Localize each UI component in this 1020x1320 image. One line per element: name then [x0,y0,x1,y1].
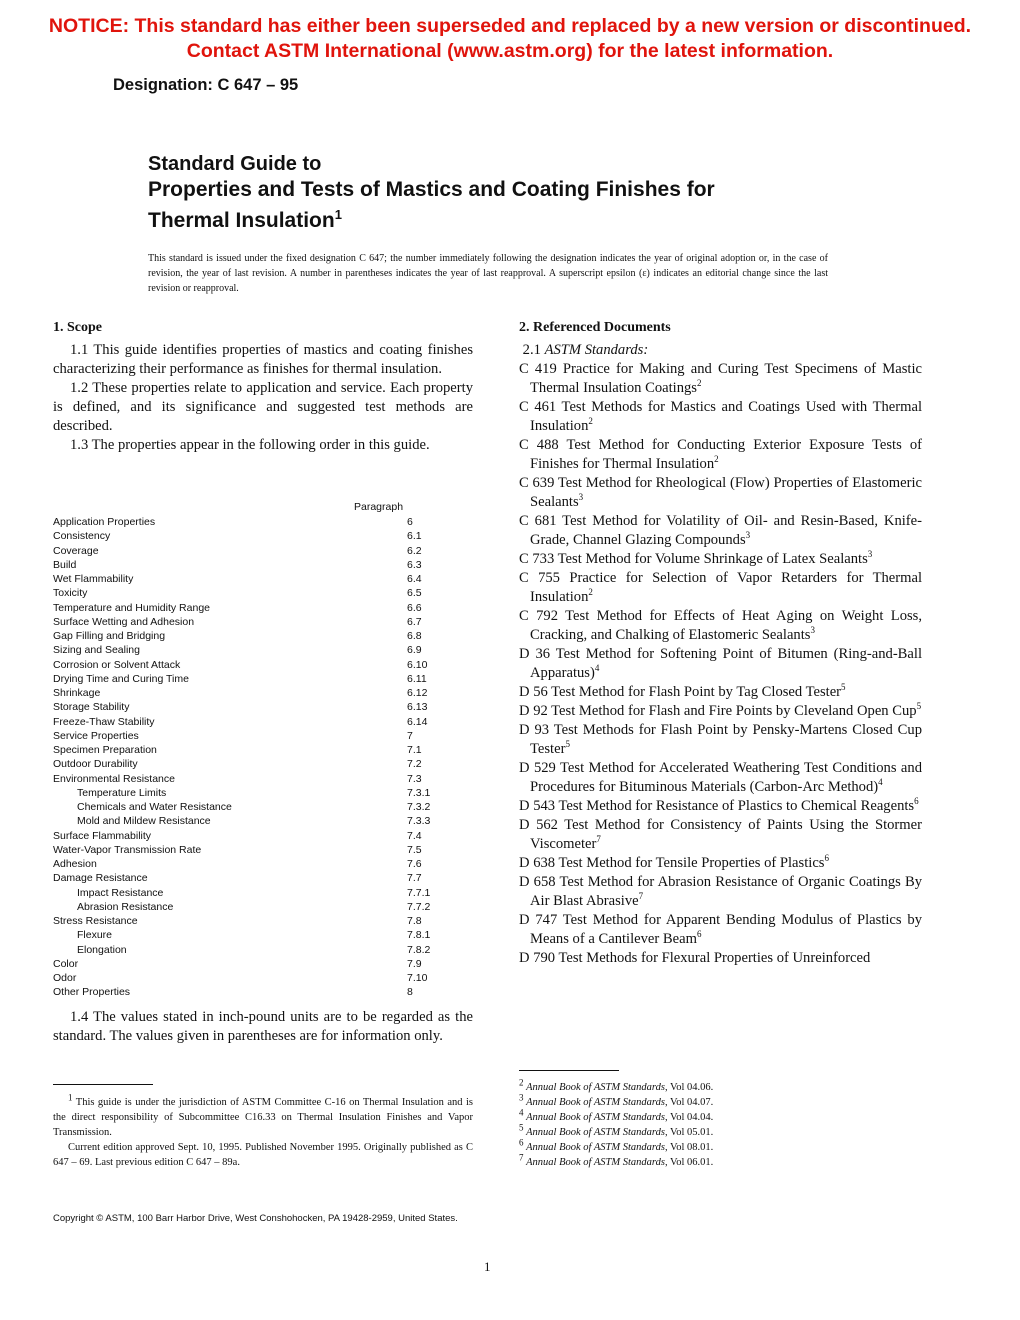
reference-text: D 543 Test Method for Resistance of Plastics to Chemical Reagents [519,798,915,814]
toc-row-label: Mold and Mildew Resistance [77,815,211,828]
toc-row-label: Damage Resistance [53,872,148,885]
toc-row-paragraph: 6.3 [407,558,422,571]
toc-row-label: Wet Flammability [53,573,134,585]
footnote-volume-book: Annual Book of ASTM Standards [526,1127,665,1138]
title-line-2: Properties and Tests of Mastics and Coating Finishes for [148,178,715,201]
reference-footnote-mark[interactable]: 2 [588,416,593,427]
footnote-volume-book: Annual Book of ASTM Standards [526,1142,665,1153]
toc-row [53,757,473,771]
reference-item [519,702,922,721]
footnote-volume [519,1152,819,1170]
toc-row-label: Adhesion [53,858,97,870]
toc-row-paragraph: 7 [407,729,413,742]
toc-row-label: Temperature and Humidity Range [53,601,210,614]
reference-footnote-mark[interactable]: 3 [745,530,751,541]
reference-item [519,607,922,645]
reference-footnote-mark[interactable]: 5 [916,701,922,712]
toc-row-label: Consistency [53,530,111,543]
reference-text: D 36 Test Method for Softening Point of Bitumen (Ring-and-Ball Apparatus) [519,646,922,681]
notice-line-1: NOTICE: This standard has either been superseded and replaced by a new version or discontinued. [48,15,972,37]
toc-row [53,800,473,814]
toc-row-paragraph: 7.8 [407,915,422,927]
toc-row-label: Abrasion Resistance [77,900,174,913]
page-number: 1 [484,1259,491,1274]
toc-row-label: Toxicity [53,587,88,600]
toc-row [53,772,473,786]
toc-row [53,914,473,928]
toc-row-paragraph: 6.1 [407,530,422,543]
reference-footnote-mark[interactable]: 3 [867,549,873,560]
reference-footnote-mark[interactable]: 2 [588,587,593,598]
title-footnote-mark[interactable]: 1 [334,207,342,222]
reference-text: C 461 Test Methods for Mastics and Coatings Used with Thermal Insulation [519,399,922,434]
toc-row-paragraph: 6.5 [407,587,422,600]
footnote-volume-book: Annual Book of ASTM Standards [526,1112,665,1123]
reference-footnote-mark[interactable]: 2 [697,378,702,389]
issued-statement: This standard is issued under the fixed designation C 647; the number immediately following the designation indicates the year of original adoption or, in the case of revision, the year of last revision. A number in parentheses indicates the year of last reapproval. A superscript epsilon (ε) indicates an editorial change since the last revision or reapproval. [148,253,828,294]
reference-text: C 792 Test Method for Effects of Heat Aging on Weight Loss, Cracking, and Chalking of Elastomeric Sealants [519,608,922,643]
footnote-1 [53,1092,474,1140]
reference-footnote-mark[interactable]: 3 [810,625,815,636]
reference-text: C 755 Practice for Selection of Vapor Retarders for Thermal Insulation [519,570,922,605]
toc-row-label: Water-Vapor Transmission Rate [53,843,202,856]
title-main [148,177,715,233]
toc-row [53,544,473,558]
toc-row [53,985,473,999]
reference-text: D 93 Test Methods for Flash Point by Pensky-Martens Closed Cup Tester [519,722,922,757]
toc-row-paragraph: 6.2 [407,544,422,557]
reference-footnote-mark[interactable]: 2 [714,454,719,465]
reference-footnote-mark[interactable]: 4 [594,663,600,674]
toc-row-label: Shrinkage [53,687,101,699]
toc-row [53,643,473,657]
toc-row-label: Gap Filling and Bridging [53,630,166,642]
reference-item [519,474,922,512]
reference-item [519,854,922,873]
footnote-volume-mark: 5 [519,1122,524,1133]
toc-row [53,743,473,757]
footnote-volume [519,1137,819,1155]
toc-row [53,558,473,572]
designation: Designation: C 647 – 95 [113,76,299,94]
reference-footnote-mark[interactable]: 5 [565,739,570,750]
reference-footnote-mark[interactable]: 6 [914,796,919,807]
referenced-list [519,360,922,968]
footnote-volume-book: Annual Book of ASTM Standards [526,1157,665,1168]
toc-row [53,700,473,714]
toc-row [53,814,473,828]
toc-row [53,729,473,743]
footnote-volume [519,1092,819,1110]
scope-para-1-4: 1.4 The values stated in inch-pound units are to be regarded as the standard. The values given in parentheses are for information only. [53,1009,473,1044]
scope-para-1-1: 1.1 This guide identifies properties of mastics and coating finishes characterizing their performance as finishes for thermal insulation. [53,342,473,377]
toc-row-paragraph: 6.14 [407,715,428,728]
toc-row-label: Impact Resistance [77,886,164,899]
title-line-1: Standard Guide to [148,153,322,175]
footnote-volume-mark: 6 [519,1137,524,1148]
reference-item [519,949,922,968]
reference-item [519,797,922,816]
toc-row-paragraph: 6.12 [407,687,428,699]
toc-row [53,658,473,672]
reference-item [519,683,922,702]
reference-text: D 56 Test Method for Flash Point by Tag Closed Tester [519,684,842,700]
toc-row [53,786,473,800]
reference-text: C 419 Practice for Making and Curing Test Specimens of Mastic Thermal Insulation Coatings [519,361,922,396]
reference-text: C 488 Test Method for Conducting Exterior Exposure Tests of Finishes for Thermal Insulation [519,437,922,472]
toc-row [53,829,473,843]
reference-item [519,360,922,398]
footnotes-left [53,1092,474,1170]
toc-row [53,943,473,957]
properties-table [53,515,473,1000]
toc-row-paragraph: 7.10 [407,972,428,984]
reference-item [519,911,922,949]
toc-row-paragraph: 7.3.1 [407,786,431,799]
scope-para-1-3: 1.3 The properties appear in the following order in this guide. [70,437,430,453]
toc-row-label: Flexure [77,929,113,942]
reference-item [519,398,922,436]
footnote-volume-number: , Vol 04.04. [664,1112,714,1123]
referenced-intro [519,341,922,360]
toc-row-label: Environmental Resistance [53,772,175,785]
reference-footnote-mark[interactable]: 7 [638,891,644,902]
toc-row-paragraph: 6.10 [407,658,428,671]
section-heading-scope: 1. Scope [53,320,102,335]
toc-row-paragraph: 7.7.1 [407,886,431,899]
reference-text: D 529 Test Method for Accelerated Weathering Test Conditions and Procedures for Bituminous Materials (Carbon-Arc Method) [519,760,922,795]
toc-row-paragraph: 8 [407,986,413,999]
toc-row-label: Elongation [77,943,127,956]
reference-item [519,873,922,911]
toc-row-label: Temperature Limits [77,786,167,799]
footnote-edition: Current edition approved Sept. 10, 1995. Published November 1995. Originally published as C 647 – 69. Last previous edition C 647 – 89a. [53,1142,473,1168]
toc-row-label: Freeze-Thaw Stability [53,715,155,728]
referenced-intro-number: 2.1 [522,342,541,358]
right-column [519,318,922,968]
reference-item [519,436,922,474]
toc-row-paragraph: 7.4 [407,829,422,842]
toc-row-paragraph: 7.6 [407,858,422,870]
toc-row-label: Coverage [53,544,99,557]
footnote-1-text: This guide is under the jurisdiction of ASTM Committee C-16 on Thermal Insulation and is the direct responsibility of Subcommittee C16.33 on Thermal Insulation Finishes and Vapor Transmission. [53,1097,474,1138]
toc-row-paragraph: 6.6 [407,601,422,614]
toc-row [53,843,473,857]
footnote-volume-number: , Vol 06.01. [664,1157,714,1168]
reference-text: C 639 Test Method for Rheological (Flow) Properties of Elastomeric Sealants [519,475,922,510]
footnote-1-mark: 1 [68,1092,73,1103]
toc-row-label: Drying Time and Curing Time [53,672,189,685]
footnote-volume-book: Annual Book of ASTM Standards [526,1082,665,1093]
toc-row [53,601,473,615]
footnote-volume [519,1107,819,1125]
reference-footnote-mark[interactable]: 3 [578,492,584,503]
toc-row [53,715,473,729]
footnote-volume-number: , Vol 04.06. [664,1082,714,1093]
section-heading-referenced: 2. Referenced Documents [519,320,671,335]
toc-row-paragraph: 7.9 [407,957,422,970]
toc-row-label: Corrosion or Solvent Attack [53,658,181,671]
toc-row-label: Sizing and Sealing [53,644,140,657]
footnote-volume-number: , Vol 04.07. [664,1097,714,1108]
toc-row [53,900,473,914]
footnote-volume-mark: 2 [519,1077,524,1088]
scope-para-1-2: 1.2 These properties relate to application and service. Each property is defined, and its significance and suggested test methods are described. [53,380,473,434]
toc-row-label: Stress Resistance [53,915,138,927]
footnote-volume-mark: 4 [519,1107,524,1118]
toc-row-paragraph: 7.3.2 [407,801,431,813]
toc-row-paragraph: 7.8.2 [407,943,431,956]
footnote-volume-mark: 3 [519,1092,524,1103]
reference-item [519,759,922,797]
reference-text: D 562 Test Method for Consistency of Paints Using the Stormer Viscometer [519,817,922,852]
scope-para-1-4-wrap [53,1008,473,1046]
toc-row [53,615,473,629]
toc-row [53,672,473,686]
toc-row-paragraph: 7.3.3 [407,815,431,828]
footnote-rule-left [53,1084,153,1085]
reference-footnote-mark[interactable]: 6 [824,853,829,864]
reference-item [519,721,922,759]
reference-text: D 638 Test Method for Tensile Properties of Plastics [519,855,825,871]
toc-row [53,957,473,971]
toc-row [53,686,473,700]
toc-row [53,572,473,586]
footnote-volume-number: , Vol 08.01. [664,1142,714,1153]
reference-text: D 92 Test Method for Flash and Fire Points by Cleveland Open Cup [519,703,917,719]
reference-text: D 747 Test Method for Apparent Bending Modulus of Plastics by Means of a Cantilever Beam [519,912,922,947]
toc-row-label: Service Properties [53,729,139,742]
footnote-volume-number: , Vol 05.01. [664,1127,714,1138]
toc-row [53,928,473,942]
toc-row-paragraph: 6 [407,516,413,528]
toc-row [53,529,473,543]
toc-row [53,871,473,885]
toc-row-paragraph: 6.11 [407,672,427,685]
title-line-3: Thermal Insulation [148,209,335,232]
toc-row-paragraph: 7.8.1 [407,929,431,942]
toc-row-label: Specimen Preparation [53,744,157,756]
toc-row [53,586,473,600]
toc-row-paragraph: 7.7 [407,872,422,885]
document-title [148,152,715,233]
toc-row-label: Color [53,957,79,970]
reference-item [519,816,922,854]
toc-row-paragraph: 7.3 [407,772,422,785]
reference-text: C 681 Test Method for Volatility of Oil- and Resin-Based, Knife-Grade, Channel Glazing Compounds [519,513,922,548]
reference-text: D 658 Test Method for Abrasion Resistance of Organic Coatings By Air Blast Abrasive [519,874,922,909]
left-column [53,318,473,455]
toc-row-paragraph: 7.1 [407,744,422,756]
reference-item [519,550,922,569]
toc-row-label: Odor [53,972,77,984]
footnote-volume-book: Annual Book of ASTM Standards [526,1097,665,1108]
reference-item [519,569,922,607]
notice-line-2: Contact ASTM International (www.astm.org) for the latest information. [186,40,834,62]
toc-paragraph-header: Paragraph [354,501,404,513]
toc-row-paragraph: 6.13 [407,701,428,714]
toc-row-label: Chemicals and Water Resistance [77,801,232,813]
toc-row-paragraph: 7.5 [407,843,422,856]
toc-row-paragraph: 6.4 [407,573,422,585]
toc-row [53,886,473,900]
footnotes-right [519,1077,819,1170]
toc-row [53,629,473,643]
toc-row-label: Application Properties [53,516,156,528]
toc-row-label: Surface Wetting and Adhesion [53,615,195,628]
toc-row-paragraph: 6.7 [407,615,422,628]
toc-row [53,857,473,871]
toc-row [53,971,473,985]
toc-row-label: Storage Stability [53,701,130,714]
reference-item [519,512,922,550]
footnote-volume [519,1122,819,1140]
footnote-rule-right [519,1070,619,1071]
toc-row-label: Build [53,558,77,571]
reference-item [519,645,922,683]
toc-row-paragraph: 7.2 [407,758,422,771]
toc-row-label: Surface Flammability [53,829,152,842]
toc-row-paragraph: 6.9 [407,644,422,657]
reference-footnote-mark[interactable]: 6 [696,929,702,940]
referenced-intro-label: ASTM Standards: [544,342,649,358]
reference-footnote-mark[interactable]: 7 [596,834,601,845]
toc-row-label: Outdoor Durability [53,758,138,771]
reference-text: D 790 Test Methods for Flexural Properties of Unreinforced [519,950,871,966]
toc-row-paragraph: 6.8 [407,630,422,642]
toc-row [53,515,473,529]
toc-row-paragraph: 7.7.2 [407,900,431,913]
reference-footnote-mark[interactable]: 4 [878,777,883,788]
toc-row-label: Other Properties [53,986,131,999]
copyright-line: Copyright © ASTM, 100 Barr Harbor Drive, West Conshohocken, PA 19428-2959, United States. [53,1213,458,1224]
footnote-volume [519,1077,819,1095]
reference-footnote-mark[interactable]: 5 [841,682,846,693]
footnote-volume-mark: 7 [519,1152,524,1163]
supersede-notice [0,14,1020,64]
reference-text: C 733 Test Method for Volume Shrinkage of Latex Sealants [519,551,868,567]
